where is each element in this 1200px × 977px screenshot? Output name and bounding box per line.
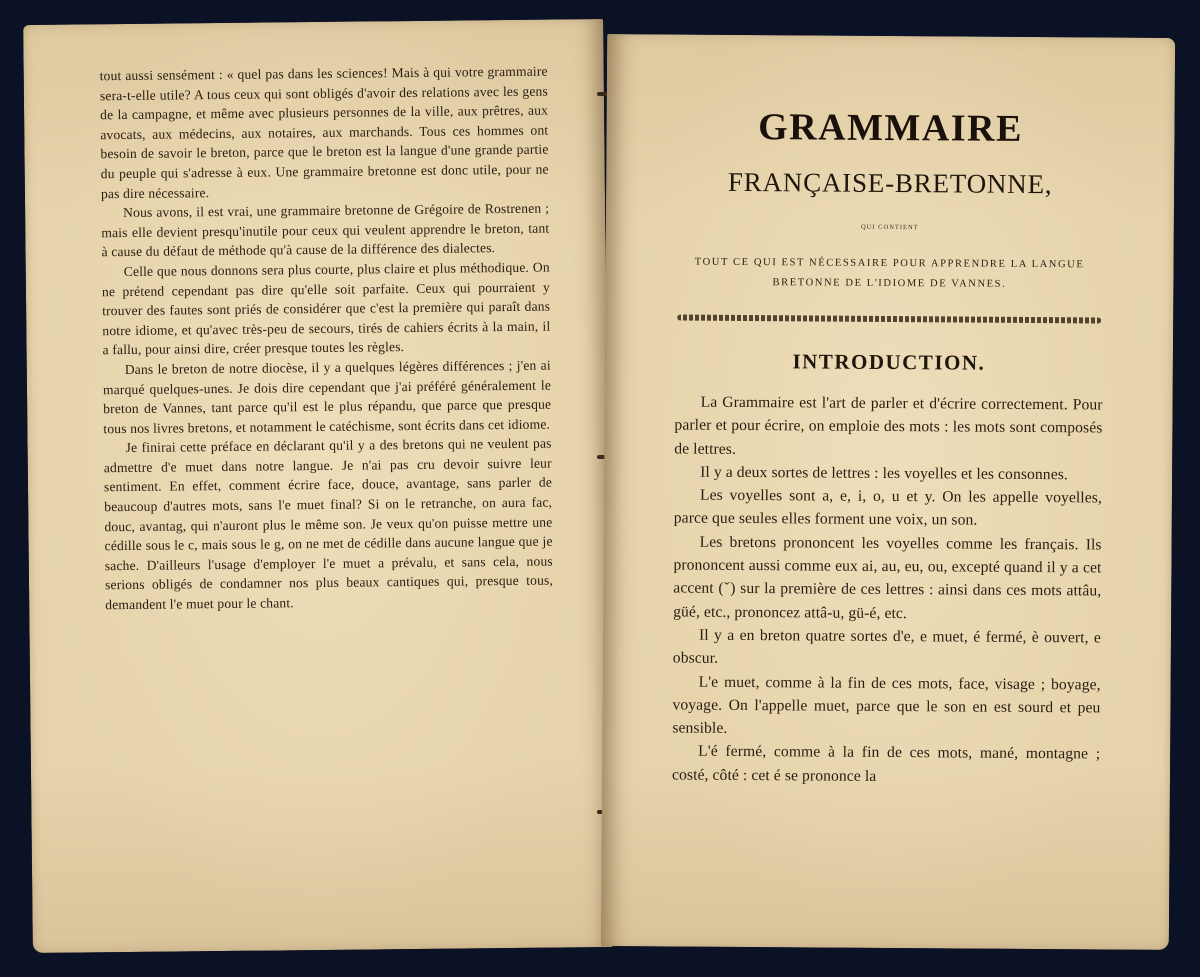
qui-contient-label: QUI CONTIENT <box>860 223 919 232</box>
left-paragraph: Celle que nous donnons sera plus courte, plus claire et plus méthodique. On ne prétend cependant pas dire qu'elle soit parfaite. Ceux qui pourraient y trouver des fautes sont priés de considérer que c'est la première qui paraît dans notre idiome, et qu'avec très-peu de secours, tirés de cahiers écrits à la main, il a fallu, pour ainsi dire, créer presque toutes les règles. <box>101 259 551 358</box>
book-title: GRAMMAIRE <box>758 106 1024 150</box>
right-page-text <box>672 391 1103 790</box>
right-paragraph: Les bretons prononcent les voyelles comme les français. Ils prononcent aussi comme eux ai, au, eu, ou, excepté quand il y a cet accent (ˇ) sur la première de ces lettres : ainsi dans ces mots attâu, güé, etc., prononcez attâ-u, gü-é, etc. <box>673 533 1102 622</box>
book-subtitle: FRANÇAISE-BRETONNE, <box>727 166 1053 200</box>
right-paragraph: L'e muet, comme à la fin de ces mots, face, visage ; boyage, voyage. On l'appelle muet, parce que le son en est sourd et peu sensible. <box>672 673 1101 738</box>
right-paragraph: L'é fermé, comme à la fin de ces mots, mané, montagne ; costé, côté : cet é se prononce la <box>671 743 1101 785</box>
decorative-rule <box>677 315 1101 324</box>
left-paragraph: Nous avons, il est vrai, une grammaire bretonne de Grégoire de Rostrenen ; mais elle devient presqu'inutile pour ceux qui veulent apprendre le breton, tant à cause du défaut de méthode qu'à cause de la différence des dialectes. <box>101 200 550 260</box>
right-paragraph: Les voyelles sont a, e, i, o, u et y. On les appelle voyelles, parce que seules elles forment une voix, un son. <box>673 486 1103 530</box>
left-paragraph: tout aussi sensément : « quel pas dans les sciences! Mais à qui votre grammaire sera-t-elle utile? A tous ceux qui sont obligés d'avoir des relations avec les gens de la campagne, et même avec plusieurs personnes de la ville, aux prêtres, aux avocats, aux médecins, aux notaires, aux marchands. Tous ces hommes ont besoin de savoir le breton, parce que le breton est la langue d'une grande partie du peuple qui s'adresse à eux. Une grammaire bretonne est donc utile, pour ne pas dire nécessaire. <box>99 63 549 201</box>
left-page-text <box>100 62 554 615</box>
left-page <box>23 19 613 953</box>
left-paragraph: Je finirai cette préface en déclarant qu'il y a des bretons qui ne veulent pas admettre d'e muet dans notre langue. Je n'ai pas cru devoir suivre leur sentiment. En effet, comment écrire face, douce, avantage, sans parler de beaucoup d'autres mots, sans l'e muet final? Si on le retranche, on aura fac, douc, avantag, qui n'auront plus le même son. Je veux qu'on puisse mettre une cédille sous le c, mais sous le g, on ne met de cédille dans aucune langue que je sache. D'ailleurs l'usage d'employer l'e muet a prévalu, et sans cela, nous serions obligés de condamner nos plus beaux cantiques qui, presque tous, demandent l'e muet pour le chant. <box>103 435 554 613</box>
right-page <box>601 34 1175 950</box>
title-description: TOUT CE QUI EST NÉCESSAIRE POUR APPRENDRE LA LANGUE BRETONNE DE L'IDIOME DE VANNES. <box>694 256 1085 290</box>
binding-stitch <box>597 92 607 96</box>
right-paragraph: Il y a en breton quatre sortes d'e, e muet, é fermé, è ouvert, e obscur. <box>672 626 1102 668</box>
left-paragraph: Dans le breton de notre diocèse, il y a quelques légères différences ; j'en ai marqué quelques-unes. Je dois dire cependant que j'ai préféré généralement le breton de Vannes, tant parce qu'il est le plus répandu, que parce que presque tous nos livres bretons, et notamment le catéchisme, sont écrits dans cet idiome. <box>102 357 552 436</box>
right-paragraph: Il y a deux sortes de lettres : les voyelles et les consonnes. <box>700 463 1068 484</box>
right-paragraph: La Grammaire est l'art de parler et d'écrire correctement. Pour parler et pour écrire, on emploie des mots : les mots sont composés de lettres. <box>674 393 1103 458</box>
section-title: INTRODUCTION. <box>792 349 986 375</box>
